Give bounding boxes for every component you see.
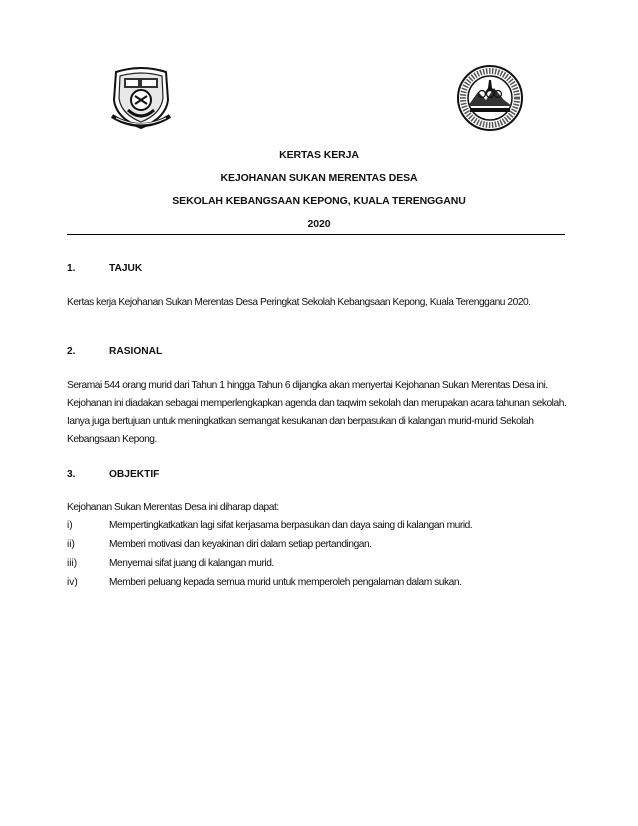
section-3-intro: Kejohanan Sukan Merentas Desa ini diharap dapat: [67,502,279,513]
list-marker: i) [67,520,73,531]
section-3-heading [67,469,159,480]
event-title: KEJOHANAN SUKAN MERENTAS DESA [220,172,418,184]
school-crest-icon [108,66,174,132]
list-item [67,520,567,539]
section-number: 2. [67,346,76,357]
doc-title: KERTAS KERJA [279,149,359,161]
section-2-body: Seramai 544 orang murid dari Tahun 1 hingga Tahun 6 dijangka akan menyertai Kejohanan Sukan Merentas Desa ini. Kejohanan ini diadakan sebagai memperlengkapkan agenda dan taqwim sekolah dan merupakan acara tahunan sekolah. Ianya juga bertujuan untuk meningkatkan semangat kesukanan dan berpasukan di kalangan murid-murid Sekolah Kebangsaan Kepong. [67,380,567,445]
list-item [67,577,567,596]
list-text: Memberi motivasi dan keyakinan diri dalam setiap pertandingan. [109,539,372,550]
section-title: RASIONAL [109,346,163,357]
section-title: OBJEKTIF [109,469,160,480]
list-text: Memberi peluang kepada semua murid untuk memperoleh pengalaman dalam sukan. [109,577,462,588]
section-2-heading [67,346,162,357]
list-marker: ii) [67,539,75,550]
school-name: SEKOLAH KEBANGSAAN KEPONG, KUALA TERENGGANU [172,195,466,207]
section-1-heading [67,263,142,274]
section-number: 3. [67,469,76,480]
year: 2020 [307,218,331,230]
list-item [67,539,567,558]
section-1-body: Kertas kerja Kejohanan Sukan Merentas Desa Peringkat Sekolah Kebangsaan Kepong, Kuala Terengganu 2020. [67,297,531,308]
section-title: TAJUK [109,263,143,274]
objectives-list [67,520,567,596]
section-number: 1. [67,263,76,274]
list-marker: iv) [67,577,78,588]
list-text: Menyemai sifat juang di kalangan murid. [109,558,274,569]
list-marker: iii) [67,558,78,569]
cross-country-emblem-icon [456,64,524,132]
list-item [67,558,567,577]
header-divider [67,234,565,235]
list-text: Mempertingkatkatkan lagi sifat kerjasama berpasukan dan daya saing di kalangan murid. [109,520,473,531]
